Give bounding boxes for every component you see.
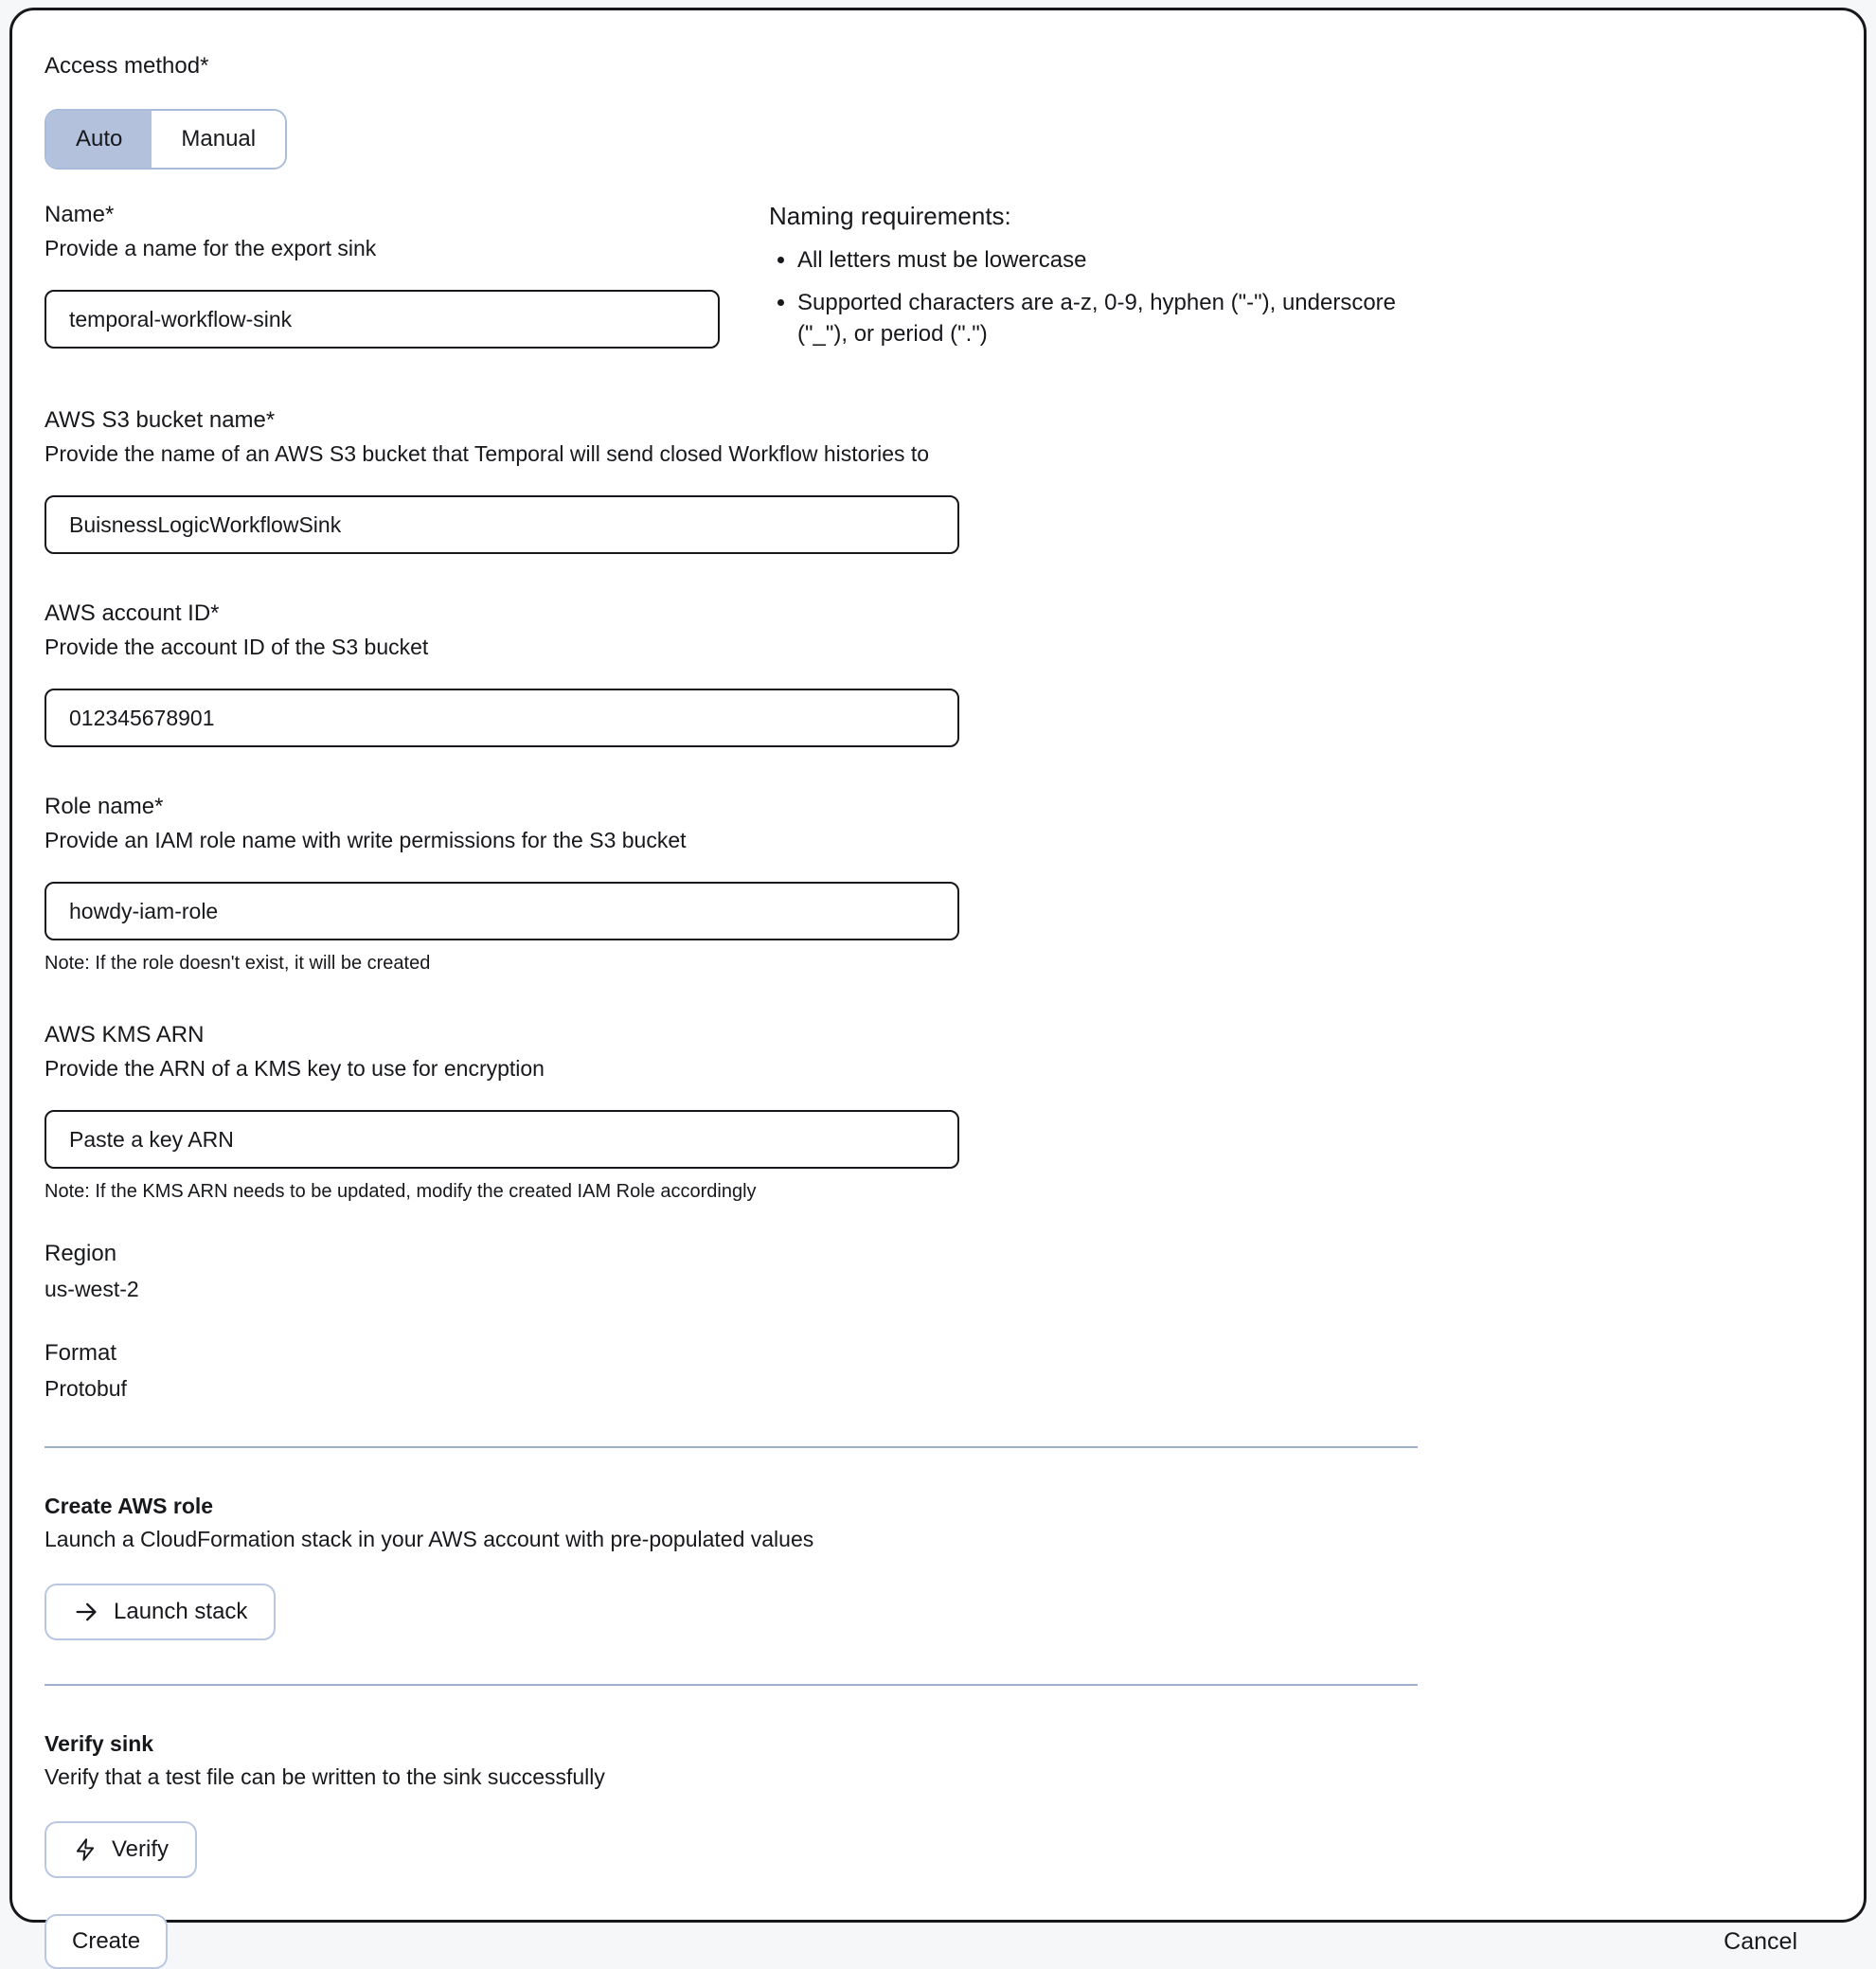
lightning-bolt-icon	[73, 1837, 98, 1862]
account-id-description: Provide the account ID of the S3 bucket	[45, 635, 429, 659]
account-id-section	[45, 600, 1826, 747]
name-section	[45, 201, 1826, 361]
verify-button[interactable]	[45, 1821, 197, 1878]
region-label: Region	[45, 1241, 117, 1266]
role-name-note: Note: If the role doesn't exist, it will be created	[45, 953, 431, 974]
create-role-description: Launch a CloudFormation stack in your AWS account with pre-populated values	[45, 1527, 814, 1551]
s3-bucket-label: AWS S3 bucket name*	[45, 407, 276, 433]
cancel-button[interactable]: Cancel	[1724, 1927, 1797, 1955]
role-name-description: Provide an IAM role name with write permissions for the S3 bucket	[45, 828, 687, 852]
section-divider	[45, 1446, 1418, 1448]
verify-sink-description: Verify that a test file can be written to the sink successfully	[45, 1764, 605, 1789]
access-method-option-manual[interactable]: Manual	[152, 111, 285, 168]
kms-arn-note: Note: If the KMS ARN needs to be updated, modify the created IAM Role accordingly	[45, 1181, 757, 1202]
name-input[interactable]	[45, 290, 720, 349]
access-method-label: Access method*	[45, 53, 209, 79]
role-name-label: Role name*	[45, 794, 164, 819]
role-name-section	[45, 793, 1826, 976]
name-description: Provide a name for the export sink	[45, 236, 377, 260]
naming-requirement-item: • Supported characters are a-z, 0-9, hyphen ("-"), underscore ("_"), or period (".")	[797, 287, 1451, 349]
kms-arn-label: AWS KMS ARN	[45, 1022, 205, 1047]
kms-arn-section	[45, 1021, 1826, 1204]
launch-stack-button-label: Launch stack	[114, 1599, 248, 1624]
create-button[interactable]: Create	[45, 1914, 168, 1969]
s3-bucket-section	[45, 406, 1826, 554]
format-label: Format	[45, 1340, 117, 1366]
kms-arn-description: Provide the ARN of a KMS key to use for encryption	[45, 1056, 545, 1081]
form-actions	[45, 1914, 1826, 1969]
naming-requirements	[769, 201, 1451, 361]
region-field	[45, 1240, 1826, 1303]
name-label: Name*	[45, 202, 115, 227]
access-method-option-auto[interactable]: Auto	[46, 111, 152, 168]
access-method-toggle	[45, 109, 287, 170]
export-sink-form-card	[9, 8, 1867, 1955]
region-value: us-west-2	[45, 1277, 139, 1301]
kms-arn-input[interactable]	[45, 1110, 959, 1169]
account-id-label: AWS account ID*	[45, 600, 220, 626]
format-field	[45, 1339, 1826, 1403]
s3-bucket-input[interactable]	[45, 495, 959, 554]
naming-requirements-title: Naming requirements:	[769, 202, 1011, 230]
naming-requirement-item: • All letters must be lowercase	[797, 244, 1451, 276]
role-name-input[interactable]	[45, 882, 959, 940]
create-role-title: Create AWS role	[45, 1494, 214, 1518]
verify-sink-title: Verify sink	[45, 1731, 154, 1756]
create-role-section	[45, 1492, 1826, 1640]
arrow-right-icon	[73, 1599, 99, 1625]
verify-button-label: Verify	[112, 1836, 170, 1862]
verify-sink-section	[45, 1729, 1826, 1878]
format-value: Protobuf	[45, 1376, 127, 1401]
account-id-input[interactable]	[45, 689, 959, 747]
launch-stack-button[interactable]	[45, 1584, 276, 1640]
section-divider	[45, 1684, 1418, 1686]
s3-bucket-description: Provide the name of an AWS S3 bucket that Temporal will send closed Workflow histories to	[45, 441, 930, 466]
